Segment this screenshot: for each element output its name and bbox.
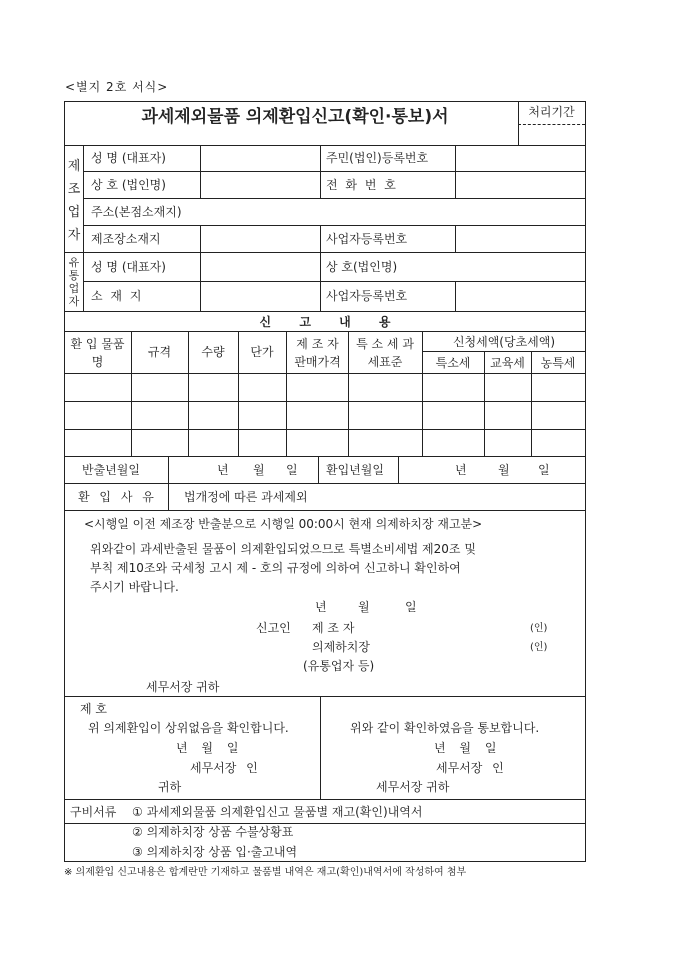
confirm-left-text: 위 의제환입이 상위없음을 확인합니다. xyxy=(88,721,289,735)
confirm-left-date: 년 월 일 xyxy=(176,741,239,755)
mfr-company-label: 상 호 (법인명) xyxy=(91,178,166,192)
mfr-reg-no-label: 주민(법인)등록번호 xyxy=(326,151,429,165)
declarant-role-distributor: (유통업자 등) xyxy=(303,659,375,673)
decl-day: 일 xyxy=(405,600,417,614)
dist-address-label: 소 재 지 xyxy=(91,289,144,303)
col-rural-tax-header: 농특세 xyxy=(540,356,576,370)
declarant-role-warehouse: 의제하치장 xyxy=(312,640,370,654)
manufacturer-side-label: 제조업자 xyxy=(67,159,81,243)
mfr-name-label: 성 명 (대표자) xyxy=(91,151,166,165)
confirm-left-to: 귀하 xyxy=(158,780,182,794)
mfr-biz-reg-label: 사업자등록번호 xyxy=(326,232,408,246)
decl-year: 년 xyxy=(315,600,327,614)
col-special-tax-header: 특소세 xyxy=(435,356,471,370)
return-year: 년 xyxy=(455,463,467,477)
processing-period-label: 처리기간 xyxy=(528,105,575,119)
dist-name-label: 성 명 (대표자) xyxy=(91,260,166,274)
addressee: 세무서장 귀하 xyxy=(146,680,220,694)
confirm-left-signer: 세무서장 인 xyxy=(190,761,258,775)
col-claim-group-header: 신청세액(당초세액) xyxy=(452,335,556,349)
ship-date-label: 반출년월일 xyxy=(82,463,140,477)
return-date-label: 환입년월일 xyxy=(326,463,384,477)
reason-value: 법개정에 따른 과세제외 xyxy=(184,490,308,504)
seal-2: (인) xyxy=(530,642,548,653)
page-title: 과세제외물품 의제환입신고(확인·통보)서 xyxy=(141,107,449,127)
notice-line: <시행일 이전 제조장 반출분으로 시행일 00:00시 현재 의제하치장 재고분> xyxy=(84,517,483,531)
col-mfr-price-header: 제 조 자 판매가격 xyxy=(294,337,341,369)
return-month: 월 xyxy=(498,463,510,477)
confirm-right-signer: 세무서장 인 xyxy=(436,761,504,775)
distributor-side-label: 유통업자 xyxy=(68,256,80,308)
ship-year: 년 xyxy=(217,463,229,477)
mfr-phone-label: 전 화 번 호 xyxy=(326,178,398,192)
attachment-2: ② 의제하치장 상품 수불상황표 xyxy=(132,825,294,839)
declaration-line-1: 위와같이 과세반출된 물품이 의제환입되었으므로 특별소비세법 제20조 및 xyxy=(90,542,476,556)
mfr-factory-label: 제조장소재지 xyxy=(91,232,161,246)
confirm-no-label: 제 호 xyxy=(80,702,107,716)
dist-biz-reg-label: 사업자등록번호 xyxy=(326,289,408,303)
report-section-title: 신 고 내 용 xyxy=(259,315,391,329)
confirm-right-date: 년 월 일 xyxy=(434,741,497,755)
col-edu-tax-header: 교육세 xyxy=(490,356,525,370)
col-qty-header: 수량 xyxy=(201,345,225,359)
attachment-3: ③ 의제하치장 상품 입·출고내역 xyxy=(132,845,298,859)
attachments-label: 구비서류 xyxy=(70,805,117,819)
col-unit-price-header: 단가 xyxy=(250,345,274,359)
attachment-1: ① 과세제외물품 의제환입신고 물품별 재고(확인)내역서 xyxy=(132,805,423,819)
ship-month: 월 xyxy=(253,463,265,477)
decl-month: 월 xyxy=(358,600,370,614)
mfr-address-label: 주소(본점소재지) xyxy=(91,205,182,219)
footnote: ※ 의제환입 신고내용은 합계란만 기재하고 물품별 내역은 재고(확인)내역서에 작성하여 첨부 xyxy=(64,867,467,878)
confirm-right-text: 위와 같이 확인하였음을 통보합니다. xyxy=(350,721,540,735)
declaration-line-3: 주시기 바랍니다. xyxy=(90,580,179,594)
confirm-right-to: 세무서장 귀하 xyxy=(376,780,450,794)
seal-1: (인) xyxy=(530,623,548,634)
col-spec-header: 규격 xyxy=(147,345,172,359)
return-day: 일 xyxy=(538,463,550,477)
declarant-label: 신고인 xyxy=(256,621,291,635)
col-item-header: 환 입 물품명 xyxy=(70,337,125,369)
form-label: <별지 2호 서식> xyxy=(65,80,169,94)
col-tax-base-header: 특 소 세 과세표준 xyxy=(356,337,414,369)
dist-company-label: 상 호(법인명) xyxy=(326,260,398,274)
reason-label: 환 입 사 유 xyxy=(78,490,157,504)
declarant-role-mfr: 제 조 자 xyxy=(312,621,355,635)
ship-day: 일 xyxy=(286,463,298,477)
declaration-line-2: 부칙 제10조와 국세청 고시 제 - 호의 규정에 의하여 신고하니 확인하여 xyxy=(90,561,461,575)
